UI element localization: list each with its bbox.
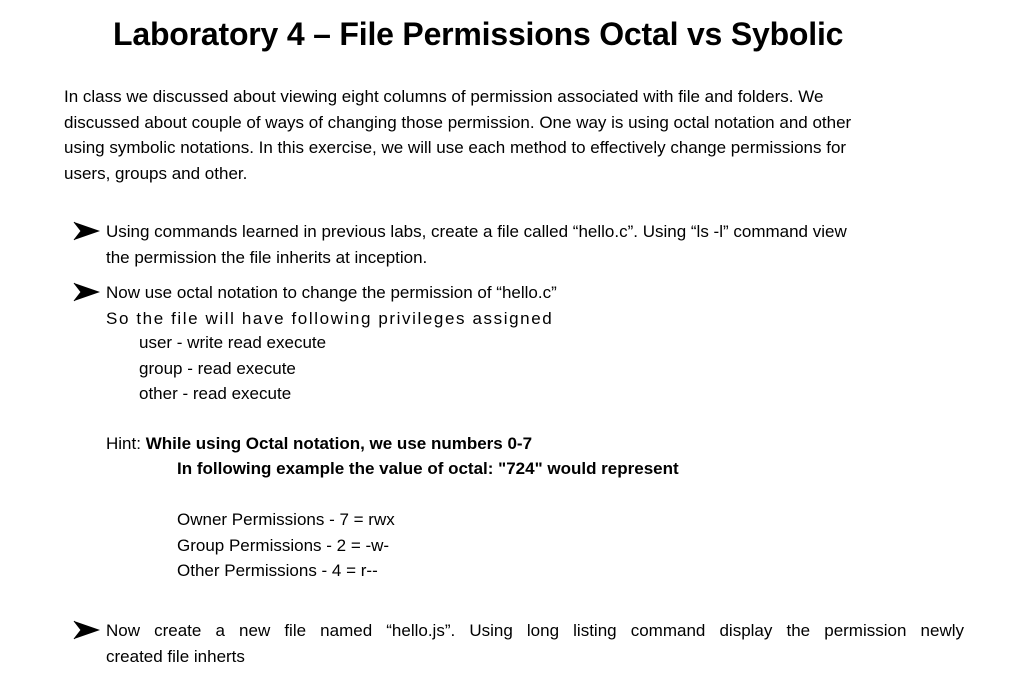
arrowhead-bullet-icon: [73, 282, 101, 302]
hint-line: [106, 431, 532, 457]
bullet-1-line: Using commands learned in previous labs, create a file called “hello.c”. Using “ls -l” command view: [106, 222, 847, 241]
hint-label: Hint:: [106, 434, 141, 453]
privilege-item: group - read execute: [139, 358, 296, 378]
page-title: Laboratory 4 – File Permissions Octal vs Sybolic: [113, 16, 844, 52]
bullet-3-line: Now create a new file named “hello.js”. Using long listing command display the permission newly: [106, 621, 964, 640]
arrowhead-bullet-icon: [73, 620, 101, 640]
example-value: Owner Permissions - 7 = rwx: [177, 510, 395, 529]
bullet-2-line: Now use octal notation to change the permission of “hello.c”: [106, 283, 557, 302]
intro-line: In class we discussed about viewing eight columns of permission associated with file and folders. We: [64, 87, 824, 106]
example-value: Group Permissions - 2 = -w-: [177, 535, 390, 555]
bullet-2-text: [106, 280, 557, 331]
intro-line: using symbolic notations. In this exercise, we will use each method to effectively change permissions for: [64, 138, 847, 157]
bullet-2-line: So the file will have following privileges assigned: [106, 308, 554, 328]
bullet-3-line: created file inherts: [106, 646, 245, 666]
bullet-1-text: [106, 219, 847, 270]
hint-text: While using Octal notation, we use numbers 0-7: [145, 434, 533, 453]
privilege-list: [139, 330, 326, 407]
bullet-3-text: [106, 618, 964, 669]
arrowhead-bullet-icon: [73, 221, 101, 241]
example-value: Other Permissions - 4 = r--: [177, 561, 378, 580]
intro-paragraph: [64, 84, 964, 186]
privilege-item: user - write read execute: [139, 333, 327, 352]
example-values: [177, 507, 395, 584]
bullet-1-line: the permission the file inherits at inception.: [106, 247, 428, 267]
intro-line: users, groups and other.: [64, 163, 248, 183]
example-intro: In following example the value of octal: "724" would represent: [177, 459, 679, 478]
privilege-item: other - read execute: [139, 384, 292, 403]
intro-line: discussed about couple of ways of changing those permission. One way is using octal notation and other: [64, 112, 852, 132]
